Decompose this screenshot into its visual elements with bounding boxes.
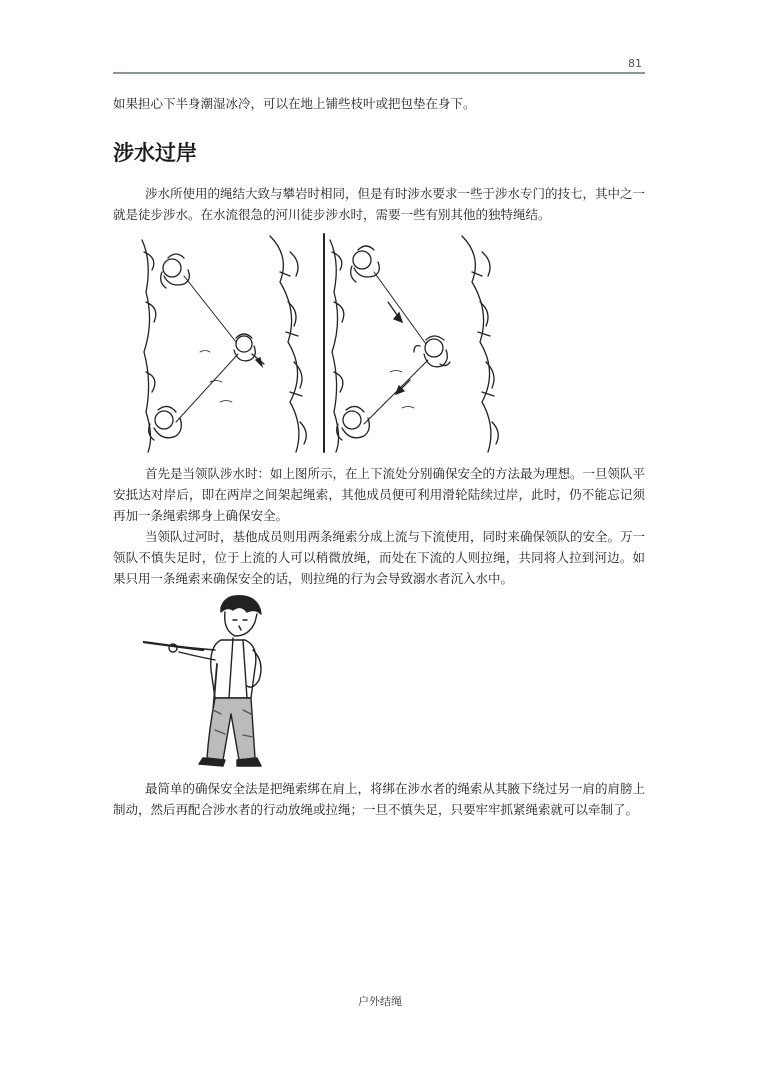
upstream-belayer-figure	[161, 254, 190, 288]
right-upstream-belayer-figure	[351, 246, 380, 282]
right-upstream-rope	[374, 272, 426, 344]
page-number: 81	[628, 57, 642, 70]
rope	[143, 642, 203, 650]
section-title: 涉水过岸	[113, 141, 197, 165]
paragraph-1: 涉水所使用的绳结大致与攀岩时相同，但是有时涉水要求一些于涉水专门的技七，其中之一就是徒步涉水。在水流很急的河川徒步涉水时，需要一些有别其他的独特绳结。	[113, 186, 646, 222]
left-wader-figure	[234, 334, 264, 366]
downstream-belayer-figure	[149, 406, 182, 440]
intro-paragraph: 如果担心下半身潮湿冰冷，可以在地上铺些枝叶或把包垫在身下。	[113, 96, 476, 111]
right-arrows	[388, 302, 410, 394]
paragraph-3: 当领队过河时，基他成员则用两条绳索分成上流与下流使用，同时来确保领队的安全。万一领队不慎失足时，位于上流的人可以稍微放绳，而处在下流的人则拉绳，共同将人拉到河边。如果只用一条绳索来确保安全的话，则拉绳的行为会导致溺水者沉入水中。	[113, 529, 646, 586]
hair	[221, 596, 261, 614]
torso	[211, 640, 256, 698]
face	[225, 612, 257, 636]
shoes	[199, 758, 261, 766]
right-downstream-rope	[364, 360, 428, 424]
left-upstream-rope	[184, 276, 236, 342]
right-near-bank	[330, 240, 344, 452]
shoulder-belay-illustration	[143, 590, 273, 770]
left-downstream-rope	[176, 354, 238, 422]
right-wader-figure	[414, 336, 450, 367]
paragraph-4: 最简单的确保安全法是把绳索绑在肩上，将绑在涉水者的绳索从其腋下绕过另一肩的肩膀上制动，然后再配合涉水者的行动放绳或拉绳；一旦不慎失足，只要牢牢抓紧绳索就可以牵制了。	[113, 781, 646, 817]
paragraph-2: 首先是当领队涉水时：如上图所示，在上下流处分别确保安全的方法最为理想。一旦领队平安抵达对岸后，即在两岸之间架起绳索，其他成员便可利用滑轮陆续过岸，此时，仍不能忘记须再加一条绳索绑身上确保安全。	[113, 466, 646, 523]
left-far-bank	[270, 236, 306, 452]
footer-book-title: 户外结绳	[358, 995, 402, 1008]
trousers	[207, 698, 255, 760]
left-near-bank	[142, 240, 156, 452]
river-crossing-illustration	[140, 232, 530, 454]
right-far-bank	[462, 236, 498, 452]
header-rule	[113, 72, 645, 74]
